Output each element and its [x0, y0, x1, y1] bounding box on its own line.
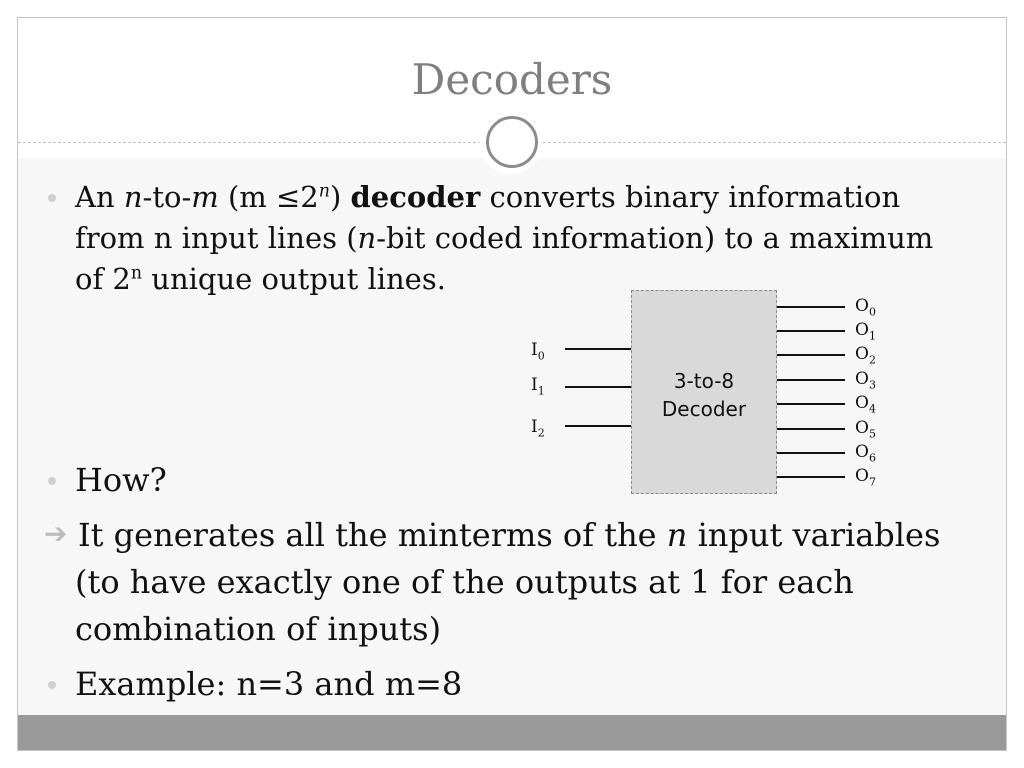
- input-line-2: [565, 425, 631, 427]
- output-line-1: [777, 330, 845, 332]
- input-label-2: $I_2$: [531, 417, 545, 440]
- output-label-2: $O_2$: [855, 344, 876, 367]
- decoder-term: decoder: [350, 180, 481, 214]
- bullet-dot-icon: [48, 681, 56, 689]
- bullet-dot-icon: [48, 477, 56, 485]
- arrow-item-line-1: It generates all the minterms of the n input variables: [78, 516, 941, 554]
- bullet-1-line-1: An n-to-m $(m \le 2^n)$ decoder converts binary information: [75, 180, 901, 214]
- bullet-1-line-3: of 2$^n$ unique output lines.: [75, 262, 446, 296]
- arrow-item-line-2: (to have exactly one of the outputs at 1 for each: [75, 563, 854, 601]
- output-label-3: $O_3$: [855, 369, 876, 392]
- output-line-7: [777, 476, 845, 478]
- slide-title: Decoders: [411, 55, 613, 104]
- decoder-block: [631, 290, 777, 494]
- arrow-item-continuation: [75, 559, 854, 653]
- bullet-1-line-2: from n input lines (n-bit coded information) to a maximum: [75, 221, 934, 255]
- output-line-4: [777, 403, 845, 405]
- output-line-5: [777, 428, 845, 430]
- footer-bar: [18, 715, 1006, 750]
- output-label-6: $O_6$: [855, 442, 876, 465]
- input-label-0: $I_0$: [531, 340, 545, 363]
- output-label-4: $O_4$: [855, 393, 876, 416]
- arrow-item-text: [78, 512, 940, 559]
- bullet-1-text: [75, 177, 933, 300]
- decoder-block-label: 3-to-8 Decoder: [661, 369, 747, 421]
- right-arrow-icon: ➔: [44, 517, 68, 550]
- output-label-1: $O_1$: [855, 320, 876, 343]
- bullet-dot-icon: [48, 194, 56, 202]
- input-line-0: [565, 348, 631, 350]
- input-line-1: [565, 386, 631, 388]
- output-label-0: $O_0$: [855, 296, 876, 319]
- arrow-item-line-3: combination of inputs): [75, 610, 442, 648]
- output-line-3: [777, 379, 845, 381]
- ring-ornament-icon: [486, 116, 538, 168]
- output-label-5: $O_5$: [855, 418, 876, 441]
- bullet-3-text: Example: n=3 and m=8: [75, 665, 463, 703]
- input-label-1: $I_1$: [531, 375, 545, 398]
- bullet-2-text: How?: [75, 461, 167, 499]
- output-line-2: [777, 354, 845, 356]
- output-line-6: [777, 452, 845, 454]
- output-line-0: [777, 306, 845, 308]
- output-label-7: $O_7$: [855, 466, 876, 489]
